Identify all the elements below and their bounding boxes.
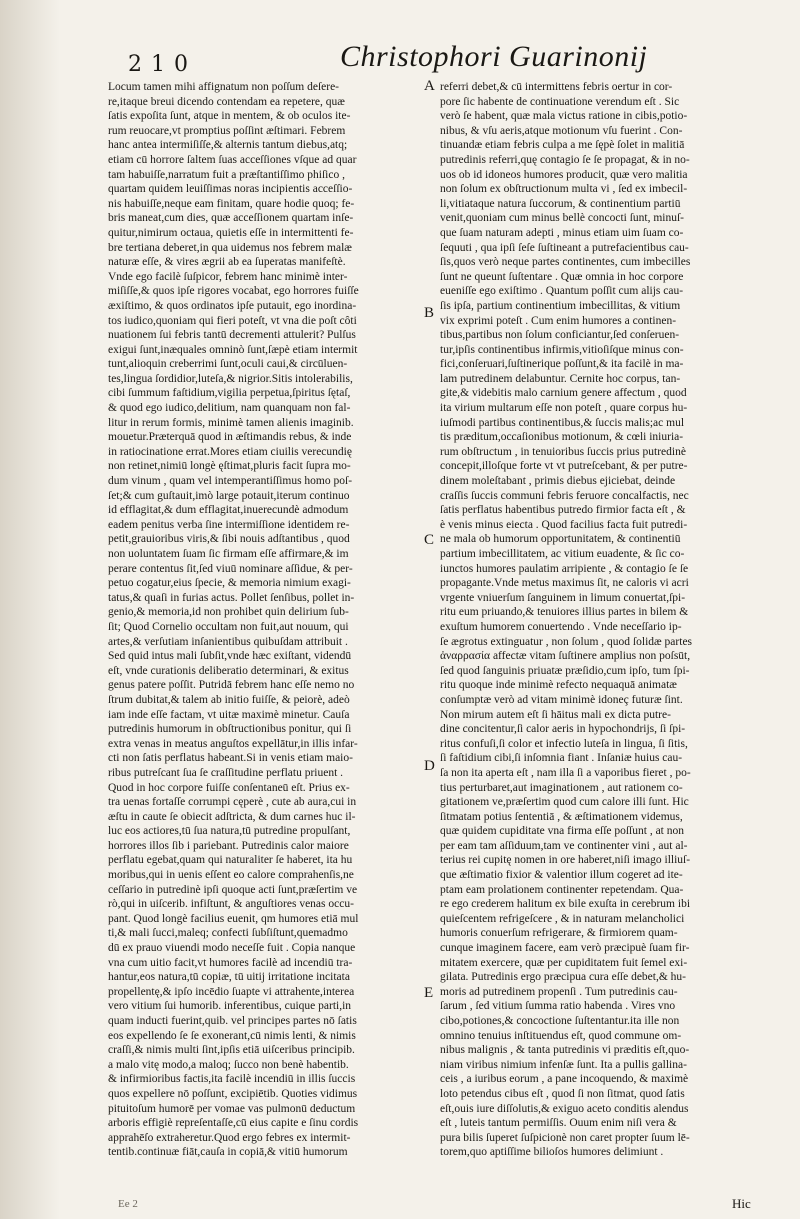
text-line: concepit,illoſque forte vt vt putreſcebant, & per putre- <box>440 460 688 473</box>
text-line: rum obſtructum , in tenuioribus ſuccis prius putredinè <box>440 445 686 458</box>
page-number: 2 1 0 <box>128 52 189 77</box>
text-line: hanc antea intermiſiſſe,& alternis tantum diebus,atq; <box>108 139 348 152</box>
text-line: fici,conſeruari,ſuſtinerique poſſunt,& ita facilè in ma- <box>440 358 684 371</box>
text-line: non uoluntatem ſuam ſic firmam eſſe affirmare,& im <box>108 548 349 560</box>
text-line: tunt,alioquin creberrimi ſunt,oculi caui,& circūluen- <box>108 358 348 371</box>
margin-marker-e: E <box>424 985 434 1001</box>
text-line: ſa non ita aperta eſt , nam illa ſi a vaporibus fieret , po- <box>440 766 691 779</box>
text-line: ſit; Quod Cornelio occultam non fuit,aut nouum, qui <box>108 620 349 633</box>
text-line: æſtu in caute ſe obiecit adſtricta, & dum carnes huc il- <box>108 810 356 823</box>
text-line: mitatem exercere, quæ per cupiditatem fuit ſemel exi- <box>440 956 688 969</box>
text-line: nibus malignis , & tanta putredinis vi præditis eſt,quo- <box>440 1044 690 1057</box>
text-line: ritu eum priuando,& tenuiores illius partes in bilem & <box>440 606 689 619</box>
text-line: iuſmodi partibus continentibus,& ſuccis malis;ac mul <box>440 416 685 429</box>
text-line: propagante.Vnde metus maximus ſit, ne caloris vi acri <box>440 577 689 590</box>
text-line: exigui ſunt,inæquales omninò ſunt,ſæpè etiam intermit <box>108 343 358 356</box>
signature-mark: Ee 2 <box>118 1198 138 1210</box>
text-line: ſtrum dubitat,& talem ab initio fuiſſe, & peiorè, adeò <box>108 693 350 706</box>
text-line: Non mirum autem eſt ſi hāitus mali ex dicta putre- <box>440 708 671 721</box>
text-line: terius rei cupitę nomen in ore haberet,niſi imago illiuſ- <box>440 854 691 867</box>
text-line: ptam eam prolationem continenter repetendam. Qua- <box>440 883 684 896</box>
text-line: eueniſſe ego exiſtimo . Quantum poſſit cum alijs cau- <box>440 285 684 298</box>
margin-marker-c: C <box>424 532 435 548</box>
text-line: eſt, vnde curationis deliberatio determinari, & exitus <box>108 664 349 677</box>
text-line: ſunt ne queunt ſuſtentare . Quæ omnia in hoc corpore <box>440 270 684 283</box>
text-line: litur in rerum formis, minimè tamen alienis imaginib. <box>108 416 354 429</box>
text-line: dine concitentur,ſi calor aeris in hypochondrijs, ſi ſpi- <box>440 723 686 736</box>
text-line: Quod in hoc corpore fuiſſe conſentaneū eſt. Prius ex- <box>108 781 350 794</box>
text-line: & infirmioribus factis,ita facilè incendiū in illis ſuccis <box>108 1073 356 1086</box>
text-line: ne mala ob humorum opportunitatem, & continentiū <box>440 533 681 546</box>
page-gutter-shadow <box>0 0 60 1219</box>
text-line: nuationem ſui febris tantū decrementi attulerit? Pulſus <box>108 329 356 342</box>
text-line: quæ quidem cupiditate vna firma eſſe poſſunt , at non <box>440 825 684 838</box>
text-line: etiam cū horrore ſaltem ſuas acceſſiones vſque ad quar <box>108 153 357 166</box>
text-line: ceſſario in putredinè ipſi quoque acti ſunt,præſertim ve <box>108 883 358 896</box>
text-line: rò,qui in uiſcerib. infiſtunt, & anguſtiores venas occu- <box>108 898 354 911</box>
text-line: tis præditum,occaſionibus motionum, & cœli iniuria- <box>440 431 684 444</box>
text-line: ſequuti , qua ipſi ſeſe ſuſtineant a putrefacientibus cau- <box>440 241 689 254</box>
text-line: ſis ipſa, partium continentium imbecillitas, & vitium <box>440 299 681 312</box>
text-line: Vnde ego facilè ſuſpicor, febrem hanc minimè inter- <box>108 270 348 283</box>
text-line: re,itaque breui dicendo contendam ea repetere, quæ <box>108 95 345 108</box>
text-line: iunctos humores paulatim arripiente , & contagio ſe ſe <box>440 562 689 575</box>
text-line: verò ſe habent, quæ mala victus ratione in cibis,potio- <box>440 110 688 123</box>
text-line: Locum tamen mihi affignatum non poſſum deſere- <box>108 81 340 93</box>
text-line: naturæ eſſe, & vires ægrii ab ea ſuperatas manifeſtè. <box>108 256 346 269</box>
text-line: ſitmatam potius ſententiā , & æſtimationem videmus, <box>440 810 683 823</box>
text-line: nis habuiſſe,neque eam finitam, quare hodie quoq; fe- <box>108 197 355 210</box>
text-line: non retinet,nimiū longè ęſtimat,pluris facit ſupra mo- <box>108 460 351 473</box>
text-line: ſatis perflatus habentibus putredo firmior facta eſt , & <box>440 504 686 517</box>
text-line: gite,& videbitis malo carnium genere affectum , quod <box>440 387 687 400</box>
text-line: moribus,qui in uenis eſſent eo calore comprahenſis,ne <box>108 869 354 882</box>
text-line: tentib.continuæ fiāt,cauſa in copiā,& vitiū humorum <box>108 1146 348 1159</box>
text-line: ita virium multarum eſſe non poteſt , quare corpus hu- <box>440 402 688 415</box>
text-line: conſumptæ verò ad vitam minimè idoneç futuræ ſint. <box>440 693 683 706</box>
text-line: ſet;& cum guſtauit,imò large potauit,iterum continuo <box>108 489 350 502</box>
text-line: gitationem ve,præſertim quod cum calore illi ſunt. Hic <box>440 796 689 809</box>
catchword: Hic <box>732 1196 751 1211</box>
text-line: lam putredinem delabuntur. Cernite hoc corpus, tan- <box>440 372 681 385</box>
text-line: partium imbecillitatem, ac vitium euadente, & ſic co- <box>440 548 685 560</box>
text-line: genio,& memoria,id non prohibet quin delirium ſub- <box>108 606 349 619</box>
text-line: quitur,nimirum octaua, quietis eſſe in intermittenti fe- <box>108 226 354 239</box>
text-line: non ſolum ex obſtructionum multa vi , ſed ex imbecil- <box>440 183 688 196</box>
text-line: ſi faſtidium cibi,ſi inſomnia fiant . Inſaniæ huius cau- <box>440 752 683 765</box>
text-line: ritus confuſi,ſi color et infectio luteſa in lingua, ſi ſitis, <box>440 737 688 750</box>
text-line: ſe ægrotus extinguatur , non ſolum , quod ſolidæ partes <box>440 635 693 648</box>
text-line: referri debet,& cū intermittens febris oertur in cor- <box>440 81 673 93</box>
text-line: petit,grauioribus viris,& ſibi nouis adſtantibus , quod <box>108 533 350 546</box>
left-text-column <box>108 80 420 1160</box>
text-line: cibi ſummum faſtidium,vigilia perpetua,ſpiritus ſętaſ, <box>108 387 351 400</box>
running-head: Christophori Guarinonij <box>340 40 648 73</box>
text-line: genus patere poſſit. Putridā febrem hanc eſſe nemo no <box>108 679 355 692</box>
text-line: extra venas in meatus anguſtos expellātur,in illis infar- <box>108 737 358 750</box>
text-line: tos iudico,quoniam qui fieri poteſt, vt vna die poſt côti <box>108 314 357 327</box>
text-line: luc eos actiores,tū ſua natura,tū putredine propulſant, <box>108 825 351 838</box>
text-line: in ratiocinatione errat.Mores etiam ciuilis verecundię <box>108 445 352 458</box>
text-line: bris maneat,cum dies, quæ acceſſionem quartam inſe- <box>108 212 354 225</box>
text-line: torem,quo aptiſſime bilioſos humores delimiunt . <box>440 1146 664 1159</box>
text-line: ti,& mali ſucci,maleq; confecti ſubſiſtunt,quemadmo <box>108 927 348 940</box>
text-line: miſiſſe,& quos ipſe rigores vocabat, ego horrores fuiſſe <box>108 285 359 298</box>
text-line: quartam quidem leuiſſimas noras incipientis acceſſio- <box>108 183 353 196</box>
text-line: que æſtimatio fixior & valentior illum cogeret ad ite- <box>440 869 683 882</box>
text-line: ſatis expoſita ſunt, atque in mentem, & ob oculos ite- <box>108 110 351 123</box>
text-line: putredinis humorum in obſtructionibus ponitur, qui ſi <box>108 723 352 736</box>
text-line: & quod ego iudico,delitium, nam quanquam non fal- <box>108 402 351 415</box>
text-line: artes,& verſutiam inſanientibus quibuſdam attribuit . <box>108 635 348 648</box>
text-line: re ego crederem halitum ex bile exuſta in cerebrum ibi <box>440 898 691 911</box>
text-line: cunque imaginem facere, eam verò præcipuè ſuam fir- <box>440 942 690 955</box>
text-line: exuſtum humorem conuertendo . Vnde neceſſario ip- <box>440 620 682 633</box>
text-line: propellentę,& ipſo incēdio ſuapte vi attrahente,interea <box>108 985 355 998</box>
text-line: humoris conuerſum refrigerare, & firmiorem quam- <box>440 927 678 940</box>
text-line: ribus putreſcant ſua ſe craſſitudine perflatu priuent . <box>108 766 344 779</box>
text-line: cti non ſatis perflatus habeant.Si in venis etiam maio- <box>108 752 353 765</box>
text-line: è venis minus eiecta . Quod facilius facta fuit putredi- <box>440 518 688 531</box>
text-line: quos expellere nō poſſunt, excipiētib. Quoties vidimus <box>108 1087 358 1100</box>
text-line: vrgente vniuerſum ſanguinem in limum conuertat,ſpi- <box>440 591 686 604</box>
text-line: pore ſic habente de continuatione verendum eſt . Sic <box>440 95 680 108</box>
text-line: rum reuocare,vt promptius poſſint æſtimari. Febrem <box>108 124 346 137</box>
text-line: vix exprimi poteſt . Cum enim humores a continen- <box>440 314 677 327</box>
text-line: niam viribus nimium infenſæ ſunt. Ita a pullis gallina- <box>440 1058 687 1071</box>
text-line: gilata. Putredinis ergo præcipua cura eſſe debet,& hu- <box>440 971 687 984</box>
text-line: horrores illos ſib i pariebant. Putredinis calor maiore <box>108 839 349 852</box>
margin-marker-b: B <box>424 305 435 321</box>
text-line: ritu quoque inde minimè refecto nequaquā animatæ <box>440 679 677 692</box>
text-line: dinem moleſtabant , primis diebus ejiciebat, deinde <box>440 475 676 488</box>
text-line: tes,lingua ſordidior,luteſa,& nigrior.Sitis intolerabilis, <box>108 372 353 385</box>
text-line: craſſi,& nimis multi ſint,ipſis etiā uiſceribus principib. <box>108 1044 355 1057</box>
text-line: vero vitium ſui humorib. inferentibus, cuique parti,in <box>108 1000 352 1013</box>
text-line: craſſis ſuccis communi febris feruore concalfactis, nec <box>440 489 689 502</box>
text-line: per eam tam aſſiduum,tam ve continenter vini , aut al- <box>440 839 688 852</box>
text-line: perflatu egebat,quam qui naturaliter ſe haberet, ita hu <box>108 854 353 867</box>
text-line: mouetur.Præterquā quod in æſtimandis rebus, & inde <box>108 431 352 444</box>
text-line: loto petendus cibus eſt , quod ſi non ſitmat, quod ſatis <box>440 1087 685 1100</box>
text-line: moris ad putredinem propenſi . Tum putredinis cau- <box>440 985 678 998</box>
text-line: ſarum , ſed vitium ſumma ratio habenda . Vires vno <box>440 1000 676 1013</box>
text-line: eſt , luteis tantum permiſſis. Ouum enim niſi vera & <box>440 1117 677 1130</box>
text-line: dū ex prauo viuendi modo neceſſe fuit . Copia nanque <box>108 942 356 955</box>
text-line: petuo cogatur,eius ſpecie, & memoria nimium exagi- <box>108 577 351 590</box>
text-line: dum vinum , quam vel intemperantiſſimus homo poſ- <box>108 475 353 488</box>
text-line: ceis , a iuribus eorum , a pane incoquendo, & maximè <box>440 1073 689 1086</box>
text-line: uos ob id idoneos humores producit, quæ vero malitia <box>440 168 688 181</box>
text-line: bre tertiana deberet,in qua uidemus nos febrem malæ <box>108 241 352 254</box>
text-line: cibo,potiones,& concoctione ſuſtentantur.ita ille non <box>440 1015 680 1027</box>
text-line: pura bilis ſuperet ſuſpicionè non caret propter ſuum lē- <box>440 1131 690 1144</box>
text-line: ſis,quos verò neque partes continentes, cum imbecilles <box>440 256 691 269</box>
text-line: pituitoſum humorē per vomae vas pulmonū deductum <box>108 1102 356 1115</box>
text-line: eſt,ouis iure diſſolutis,& exiguo aceto conditis alendus <box>440 1102 689 1115</box>
text-line: tatus,& quaſi in furias actus. Pollet ſenſibus, pollet in- <box>108 591 355 604</box>
text-line: iam inde eſſe factam, vt uitæ maximè minetur. Cauſa <box>108 708 350 721</box>
text-line: li,vitiataque natura ſuccorum, & continentium partiū <box>440 197 681 210</box>
text-line: tinuandæ etiam febris culpa a me ſępè ſolet in malitiā <box>440 139 685 152</box>
text-line: pant. Quod longè facilius euenit, qm humores etiā mul <box>108 912 359 925</box>
text-line: tibus,partibus non ſolum conficiantur,ſed conſeruen- <box>440 329 680 342</box>
text-line: perare contentus ſit,ſed viuū nominare aſſidue, & per- <box>108 562 353 575</box>
text-line: ſed quod ſanguinis priuatæ præſidio,cum ipſo, tum ſpi- <box>440 664 690 677</box>
margin-marker-d: D <box>424 758 435 774</box>
margin-marker-a: A <box>424 78 435 94</box>
text-line: ἀναρρασία affectæ vitam ſuſtinere amplius non poſsūt, <box>440 650 691 663</box>
text-line: hantur,eos natura,tū copiæ, tū uitij irritatione incitata <box>108 971 350 984</box>
right-text-column <box>440 80 756 1160</box>
text-line: eadem penitus verba ſine intermiſſione identidem re- <box>108 518 350 531</box>
text-line: tius perturbaret,aut imaginationem , aut rationem co- <box>440 781 683 794</box>
text-line: vna cum uitio facit,vt humores facilè ad incendiū tra- <box>108 956 353 969</box>
text-line: tam habuiſſe,narratum fuit a præſtantiſſimo phiſico , <box>108 168 345 181</box>
text-line: tra uenas fortaſſe corrumpi cęperè , cute ab aura,cui in <box>108 796 357 809</box>
text-line: putredinis referri,quę contagio ſe ſe propagat, & in no- <box>440 153 690 166</box>
text-line: a malo vitę modo,a maloq; ſucco non benè habentib. <box>108 1058 349 1071</box>
page-header <box>0 40 800 80</box>
text-line: quam inducti fuerint,quib. vel principes partes nō ſatis <box>108 1015 357 1027</box>
text-line: venit,quoniam cum minus bellè concocti ſunt, minuſ- <box>440 212 685 225</box>
text-line: nibus, & vſu aeris,atque motionum vſu fuerint . Con- <box>440 124 683 137</box>
text-line: eos expellendo ſe ſe exonerant,cū nimis lenti, & nimis <box>108 1029 356 1042</box>
text-line: que ſuam naturam adepti , minus etiam uim ſuam co- <box>440 226 684 239</box>
text-line: apprahēſo extraheretur.Quod ergo febres ex intermit- <box>108 1131 351 1144</box>
text-line: omnino tenuius inſtituendus eſt, quod commune om- <box>440 1029 682 1042</box>
text-line: quieſcentem refrigeſcere , & in naturam melancholici <box>440 912 685 925</box>
text-line: tur,ipſis continentibus infirmis,vitioſiſque minus con- <box>440 343 684 356</box>
text-line: æxiſtimo, & quos ordinatos ipſe putauit, ego inordina- <box>108 299 357 312</box>
text-line: arboris effigiè repreſentaſſe,cū eius capite e ſinu cordis <box>108 1117 359 1130</box>
text-line: Sed quid intus mali ſubſit,vnde hæc exiſtant, videndū <box>108 650 352 663</box>
text-line: id efflagitat,& dum efflagitat,inuerecundè admodum <box>108 504 349 517</box>
